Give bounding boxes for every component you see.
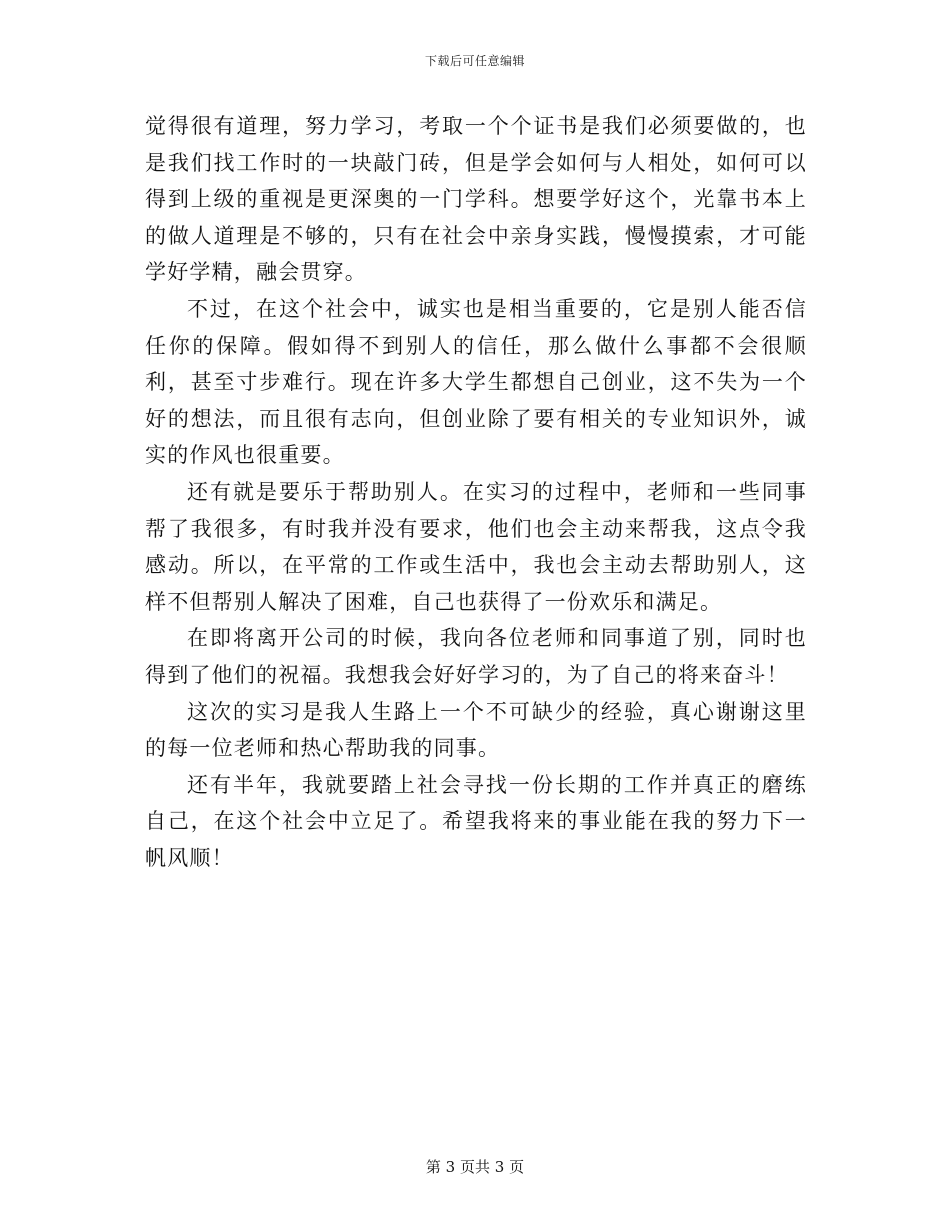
page-number: 第 3 页共 3 页: [425, 1158, 525, 1176]
page-header: 下载后可任意编辑: [424, 54, 525, 68]
paragraph-honesty: 不过，在这个社会中，诚实也是相当重要的，它是别人能否信任你的保障。假如得不到别人的信任，那么做什么事都不会很顺利，甚至寸步难行。现在许多大学生都想自己创业，这不失为一个好的想法，而且很有志向，但创业除了要有相关的专业知识外，诚实的作风也很重要。: [145, 296, 807, 468]
document-body: [145, 108, 807, 876]
paragraph-continuation: 觉得很有道理，努力学习，考取一个个证书是我们必须要做的，也是我们找工作时的一块敲门砖，但是学会如何与人相处，如何可以得到上级的重视是更深奥的一门学科。想要学好这个，光靠书本上的做人道理是不够的，只有在社会中亲身实践，慢慢摸索，才可能学好学精，融会贯穿。: [145, 114, 807, 285]
paragraph-helping-others: 还有就是要乐于帮助别人。在实习的过程中，老师和一些同事帮了我很多，有时我并没有要求，他们也会主动来帮我，这点令我感动。所以，在平常的工作或生活中，我也会主动去帮助别人，这样不但帮别人解决了困难，自己也获得了一份欢乐和满足。: [145, 479, 807, 614]
paragraph-future: 还有半年，我就要踏上社会寻找一份长期的工作并真正的磨练自己，在这个社会中立足了。希望我将来的事业能在我的努力下一帆风顺！: [145, 772, 807, 870]
paragraph-farewell: 在即将离开公司的时候，我向各位老师和同事道了别，同时也得到了他们的祝福。我想我会好好学习的，为了自己的将来奋斗！: [145, 626, 807, 687]
paragraph-gratitude: 这次的实习是我人生路上一个不可缺少的经验，真心谢谢这里的每一位老师和热心帮助我的同事。: [145, 699, 807, 761]
